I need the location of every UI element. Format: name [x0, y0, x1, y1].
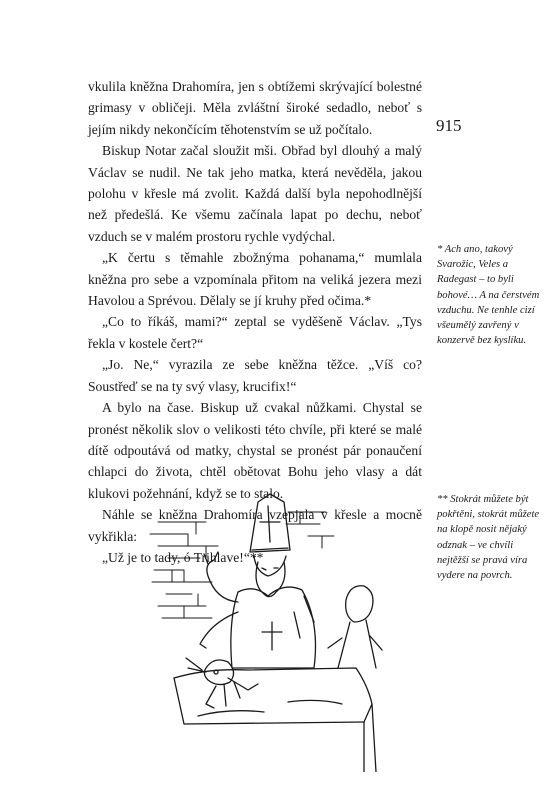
- page-number: 915: [436, 116, 462, 135]
- paragraph: Náhle se kněžna Drahomíra vzepjala v křesle a mocně vykřikla:: [88, 507, 422, 544]
- illustration-bishop-baptism: [88, 472, 428, 772]
- child-figure: [328, 586, 382, 668]
- paragraph: Biskup Notar začal sloužit mši. Obřad byl dlouhý a malý Václav se nudil. Ne tak jeho matka, která nevěděla, jakou polohu v křesle má zvolit. Každá další byla nepohodlnější než předešlá. Ke všemu začínala lapat po dechu, neboť vzduch se v malém prostoru rychle vydýchal.: [88, 143, 422, 244]
- bishop-mitre: [250, 494, 290, 552]
- paragraph: A bylo na čase. Biskup už cvakal nůžkami. Chystal se pronést několik slov o velikosti této chvíle, při které se malé dítě odpoutává od matky, chystal se pronést pár ponaučení chlapci do života, chtěl obětovat Bohu jeho vlasy a dát klukovi požehnání, když se to stalo.: [88, 400, 422, 501]
- paragraph: „Jo. Ne,“ vyrazila ze sebe kněžna těžce. „Víš co? Soustřeď se na ty svý vlasy, krucifix!“: [88, 357, 422, 394]
- paragraph: „Co to říkáš, mami?“ zeptal se vyděšeně Václav. „Tys řekla v kostele čert?“: [88, 314, 422, 351]
- paragraph: vkulila kněžna Drahomíra, jen s obtížemi skrývající bolestné grimasy v obličeji. Měla zvláštní široké sedadlo, neboť s jejím nikdy nekončícím těhotenstvím se už počítalo.: [88, 79, 422, 137]
- bishop-figure: [200, 552, 316, 668]
- table-with-cloth: [174, 668, 376, 772]
- paragraph: „Už je to tady, ó Trihlave!“**: [102, 549, 264, 565]
- paragraph: „K čertu s těmahle zbožnýma pohanama,“ mumlala kněžna pro sebe a vzpomínala přitom na veliká jezera mezi Havolou a Sprévou. Dělaly se jí kruhy před očima.*: [88, 250, 422, 309]
- footnote-2: ** Stokrát můžete být pokřtěni, stokrát můžete na klopě nosit nějaký odznak – ve chvíli nejtěžší se pravá víra vydere na povrch.: [437, 494, 540, 582]
- infant-figure: [186, 658, 258, 708]
- footnote-1: * Ach ano, takový Svarožic, Veles a Radegast – to byli bohové… A na čerstvém vzduchu. Ne tenhle cizí všeumělý zavřený v konzervě bez kyslíku.: [437, 244, 540, 347]
